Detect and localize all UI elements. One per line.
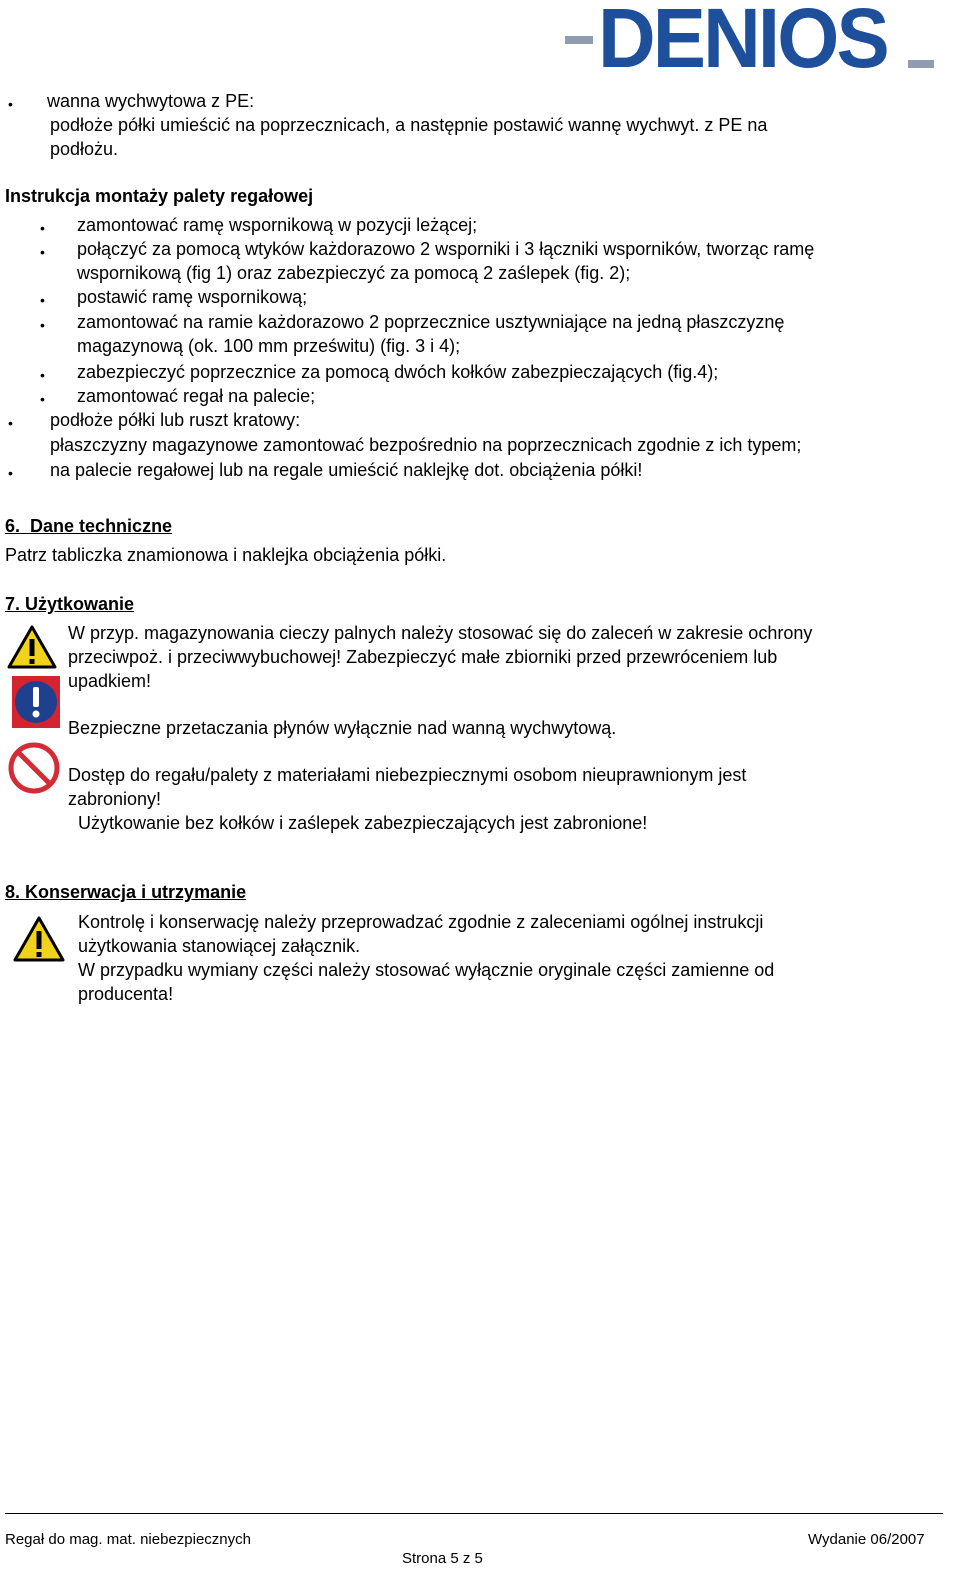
section-6-text: Patrz tabliczka znamionowa i naklejka obciążenia półki. [5,545,447,565]
mandatory-exclamation-icon [12,676,60,728]
tray-title: wanna wychwytowa z PE: [47,91,255,111]
bullet: • [40,244,45,260]
tray-line: podłoże półki umieścić na poprzecznicach, a następnie postawić wannę wychwyt. z PE na [50,115,768,135]
bullet: • [8,96,13,112]
maintenance-text: Kontrolę i konserwację należy przeprowadzać zgodnie z zaleceniami ogólnej instrukcji [78,912,764,932]
list-item-cont: wspornikową (fig 1) oraz zabezpieczyć za pomocą 2 zaślepek (fig. 2); [77,263,631,283]
section-8-heading: 8. Konserwacja i utrzymanie [5,882,247,902]
prohibition-icon [8,742,60,794]
footer-divider [5,1513,943,1514]
maintenance-text: producenta! [78,984,174,1004]
usage-info-text: Bezpieczne przetaczania płynów wyłącznie nad wanną wychwytową. [68,718,617,738]
list-item: na palecie regałowej lub na regale umieścić naklejkę dot. obciążenia półki! [50,460,643,480]
list-item: podłoże półki lub ruszt kratowy: [50,410,301,430]
usage-prohibition-text: zabroniony! [68,789,162,809]
footer-page-number: Strona 5 z 5 [402,1550,483,1567]
maintenance-text: użytkowania stanowiącej załącznik. [78,936,361,956]
usage-warning-text: W przyp. magazynowania cieczy palnych należy stosować się do zaleceń w zakresie ochrony [68,623,813,643]
bullet: • [40,292,45,308]
bullet: • [8,415,13,431]
section-6-title: Dane techniczne [30,516,173,536]
bullet: • [40,220,45,236]
warning-triangle-icon [13,916,65,962]
usage-prohibition-text: Dostęp do regału/palety z materiałami niebezpiecznymi osobom nieuprawnionym jest [68,765,747,785]
usage-prohibition-text: Użytkowanie bez kołków i zaślepek zabezpieczających jest zabronione! [78,813,648,833]
list-item: zabezpieczyć poprzecznice za pomocą dwóch kołków zabezpieczających (fig.4); [77,362,719,382]
list-item: zamontować ramę wspornikową w pozycji leżącej; [77,215,478,235]
usage-warning-text: przeciwpoż. i przeciwwybuchowej! Zabezpieczyć małe zbiorniki przed przewróceniem lub [68,647,778,667]
section-6-number: 6. [5,516,21,536]
list-item: zamontować regał na palecie; [77,386,316,406]
list-item-cont: płaszczyzny magazynowe zamontować bezpośrednio na poprzecznicach zgodnie z ich typem; [50,435,802,455]
tray-line: podłożu. [50,139,119,159]
maintenance-text: W przypadku wymiany części należy stosować wyłącznie oryginale części zamienne od [78,960,775,980]
footer-document-title: Regał do mag. mat. niebezpiecznych [5,1531,251,1548]
logo-bar-right [908,60,934,68]
bullet: • [40,367,45,383]
section-6-heading [5,514,172,538]
list-item-cont: magazynową (ok. 100 mm prześwitu) (fig. 3 i 4); [77,336,461,356]
list-item: połączyć za pomocą wtyków każdorazowo 2 wsporniki i 3 łączniki wsporników, tworząc ramę [77,239,815,259]
footer-edition: Wydanie 06/2007 [808,1531,925,1548]
logo-bar-left [565,36,593,44]
usage-warning-text: upadkiem! [68,671,152,691]
bullet: • [40,391,45,407]
list-item: zamontować na ramie każdorazowo 2 poprzecznice usztywniające na jedną płaszczyznę [77,312,785,332]
list-item: postawić ramę wspornikową; [77,287,308,307]
logo-text: DENIOS [598,0,887,85]
bullet: • [8,465,13,481]
warning-triangle-icon [7,625,57,669]
bullet: • [40,317,45,333]
section-7-heading: 7. Użytkowanie [5,594,135,614]
assembly-heading: Instrukcja montaży palety regałowej [5,186,314,206]
